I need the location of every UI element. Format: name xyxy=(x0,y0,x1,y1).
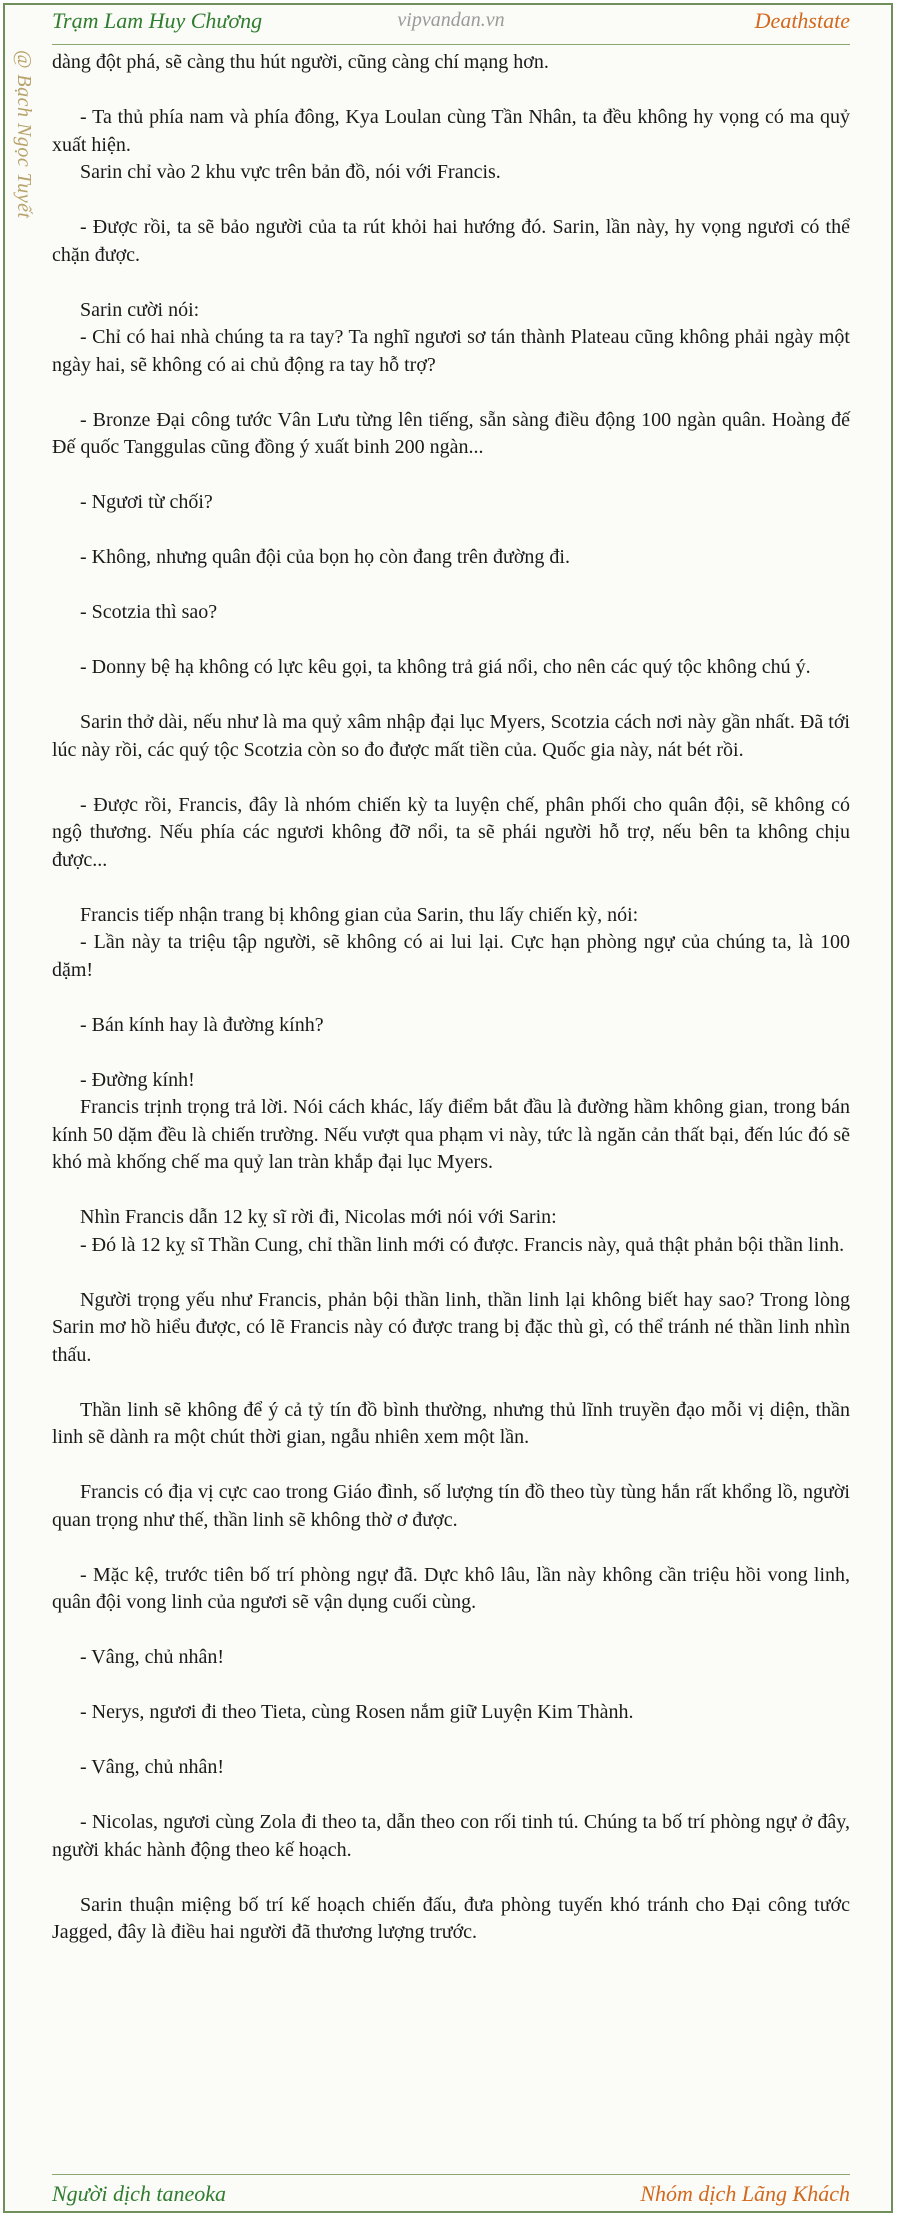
paragraph: Francis trịnh trọng trả lời. Nói cách khác, lấy điểm bắt đầu là đường hầm không gian, trong bán kính 50 dặm đều là chiến trường. Nếu vượt qua phạm vi này, tức là ngăn cản thất bại, đến lúc đó sẽ khó mà khống chế ma quỷ lan tràn khắp đại lục Myers. xyxy=(52,1096,850,1173)
chapter-text xyxy=(52,49,850,1974)
paragraph: - Scotzia thì sao? xyxy=(80,601,218,623)
paragraph: - Nicolas, ngươi cùng Zola đi theo ta, dẫn theo con rối tinh tú. Chúng ta bố trí phòng ngự ở đây, người khác hành động theo kế hoạch. xyxy=(52,1811,850,1861)
paragraph: Sarin cười nói: xyxy=(80,298,200,321)
paragraph: - Đó là 12 kỵ sĩ Thần Cung, chỉ thần linh mới có được. Francis này, quả thật phản bội thần linh. xyxy=(80,1233,845,1256)
paragraph: - Nerys, ngươi đi theo Tieta, cùng Rosen nắm giữ Luyện Kim Thành. xyxy=(80,1701,634,1723)
paragraph: Francis tiếp nhận trang bị không gian của Sarin, thu lấy chiến kỳ, nói: xyxy=(80,903,639,926)
footer-translator: Người dịch taneoka xyxy=(52,2181,227,2206)
paragraph: Nhìn Francis dẫn 12 kỵ sĩ rời đi, Nicolas mới nói với Sarin: xyxy=(80,1206,557,1228)
paragraph: - Ta thủ phía nam và phía đông, Kya Loulan cùng Tần Nhân, ta đều không hy vọng có ma quỷ xuất hiện. xyxy=(52,106,850,156)
paragraph: Thần linh sẽ không để ý cả tỷ tín đồ bình thường, nhưng thủ lĩnh truyền đạo mỗi vị diện, thần linh sẽ dành ra một chút thời gian, ngẫu nhiên xem một lần. xyxy=(52,1398,850,1448)
paragraph: - Vâng, chủ nhân! xyxy=(80,1756,225,1778)
paragraph: - Chỉ có hai nhà chúng ta ra tay? Ta nghĩ ngươi sơ tán thành Plateau cũng không phải ngày một ngày hai, sẽ không có ai chủ động ra tay hỗ trợ? xyxy=(52,326,850,376)
header-website: vipvandan.vn xyxy=(397,9,505,31)
page-footer xyxy=(52,2174,850,2209)
paragraph: - Được rồi, Francis, đây là nhóm chiến kỳ ta luyện chế, phân phối cho quân đội, sẽ không có ngộ thương. Nếu phía các ngươi không đỡ nổi, ta sẽ phái người hỗ trợ, nếu bên ta không chịu được... xyxy=(52,793,850,871)
paragraph: Sarin thuận miệng bố trí kế hoạch chiến đấu, đưa phòng tuyến khó tránh cho Đại công tước Jagged, đây là điều hai người đã thương lượng trước. xyxy=(52,1893,850,1943)
paragraph: - Ngươi từ chối? xyxy=(80,491,213,513)
header-site-name: Trạm Lam Huy Chương xyxy=(52,8,263,33)
paragraph: - Được rồi, ta sẽ bảo người của ta rút khỏi hai hướng đó. Sarin, lần này, hy vọng ngươi có thể chặn được. xyxy=(52,216,850,266)
paragraph: Sarin chỉ vào 2 khu vực trên bản đồ, nói với Francis. xyxy=(80,161,501,183)
paragraph: Người trọng yếu như Francis, phản bội thần linh, thần linh lại không biết hay sao? Trong lòng Sarin mơ hồ hiểu được, có lẽ Francis này có được trang bị đặc thù gì, có thể tránh né thần linh nhìn thấu. xyxy=(52,1288,850,1366)
paragraph: - Không, nhưng quân đội của bọn họ còn đang trên đường đi. xyxy=(80,546,570,568)
paragraph: dàng đột phá, sẽ càng thu hút người, cũng càng chí mạng hơn. xyxy=(52,51,549,73)
paragraph: - Lần này ta triệu tập người, sẽ không có ai lui lại. Cực hạn phòng ngự của chúng ta, là 100 dặm! xyxy=(52,931,850,981)
footer-translation-group: Nhóm dịch Lãng Khách xyxy=(640,2181,850,2206)
header-book-title: Deathstate xyxy=(754,8,850,33)
page-header xyxy=(52,8,850,45)
paragraph: - Bán kính hay là đường kính? xyxy=(80,1013,324,1036)
paragraph: Sarin thở dài, nếu như là ma quỷ xâm nhập đại lục Myers, Scotzia cách nơi này gần nhất. Đã tới lúc này rồi, các quý tộc Scotzia còn so đo được mất tiền của. Quốc gia này, nát bét rồi. xyxy=(52,711,850,761)
paragraph: - Vâng, chủ nhân! xyxy=(80,1646,225,1668)
paragraph: - Bronze Đại công tước Vân Lưu từng lên tiếng, sẵn sàng điều động 100 ngàn quân. Hoàng đế Đế quốc Tanggulas cũng đồng ý xuất binh 200 ngàn... xyxy=(52,408,850,458)
paragraph: - Mặc kệ, trước tiên bố trí phòng ngự đã. Dực khô lâu, lần này không cần triệu hồi vong linh, quân đội vong linh của ngươi sẽ vận dụng cuối cùng. xyxy=(52,1563,850,1613)
paragraph: - Đường kính! xyxy=(80,1068,195,1091)
paragraph: Francis có địa vị cực cao trong Giáo đình, số lượng tín đồ theo tùy tùng hắn rất khổng lồ, người quan trọng như thế, thần linh sẽ không thờ ơ được. xyxy=(52,1481,850,1531)
paragraph: - Donny bệ hạ không có lực kêu gọi, ta không trả giá nổi, cho nên các quý tộc không chú ý. xyxy=(80,656,811,678)
side-credit: @ Bạch Ngọc Tuyết xyxy=(13,50,35,219)
